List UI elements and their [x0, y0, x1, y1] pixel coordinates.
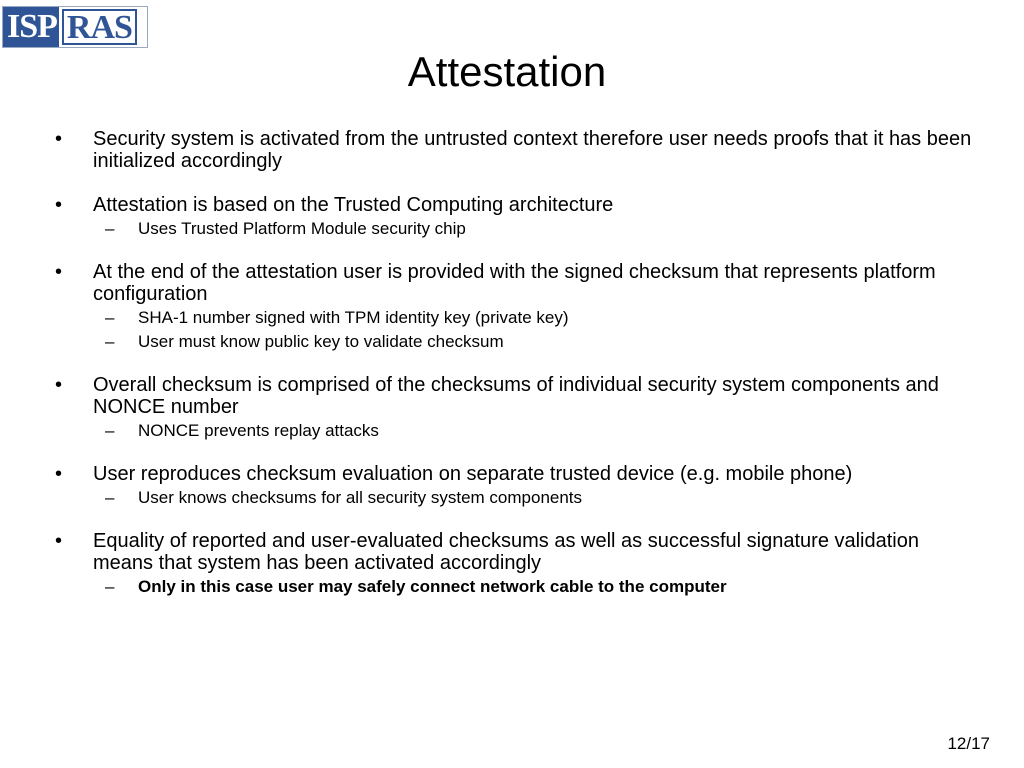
bullet-marker: •: [55, 463, 63, 485]
bullet-item: [55, 128, 975, 172]
sub-bullet-item: [93, 487, 975, 508]
sub-bullet-marker: –: [105, 488, 115, 507]
isp-ras-logo: [2, 6, 148, 48]
page-number: 12/17: [947, 734, 990, 753]
sub-bullet-list: [93, 487, 975, 508]
bullet-item: [55, 194, 975, 239]
sub-bullet-text: Uses Trusted Platform Module security chip: [138, 219, 466, 238]
bullet-text: Security system is activated from the untrusted context therefore user needs proofs that it has been initialized accordingly: [93, 128, 972, 172]
sub-bullet-item: [93, 420, 975, 441]
sub-bullet-text: NONCE prevents replay attacks: [138, 421, 379, 440]
bullet-item: [55, 463, 975, 508]
sub-bullet-marker: –: [105, 219, 115, 238]
bullet-text: Overall checksum is comprised of the checksums of individual security system components and NONCE number: [93, 374, 939, 418]
sub-bullet-text: SHA-1 number signed with TPM identity key (private key): [138, 308, 569, 327]
sub-bullet-marker: –: [105, 421, 115, 440]
sub-bullet-list: [93, 576, 975, 597]
bullet-item: [55, 530, 975, 597]
bullet-text: Attestation is based on the Trusted Computing architecture: [93, 194, 614, 216]
sub-bullet-text: User must know public key to validate checksum: [138, 332, 504, 351]
bullet-marker: •: [55, 530, 63, 552]
sub-bullet-marker: –: [105, 332, 115, 351]
sub-bullet-list: [93, 420, 975, 441]
bullet-text: User reproduces checksum evaluation on separate trusted device (e.g. mobile phone): [93, 463, 853, 485]
sub-bullet-marker: –: [105, 308, 115, 327]
slide-title: Attestation: [407, 48, 607, 95]
sub-bullet-item: [93, 218, 975, 239]
bullet-text: At the end of the attestation user is provided with the signed checksum that represents platform configuration: [93, 261, 936, 305]
bullet-marker: •: [55, 374, 63, 396]
sub-bullet-text: Only in this case user may safely connect network cable to the computer: [138, 577, 727, 596]
bullet-text: Equality of reported and user-evaluated checksums as well as successful signature validation means that system has been activated accordingly: [93, 530, 919, 574]
sub-bullet-item: [93, 576, 975, 597]
bullet-item: [55, 261, 975, 352]
sub-bullet-marker: –: [105, 577, 115, 596]
bullet-marker: •: [55, 261, 63, 283]
sub-bullet-list: [93, 307, 975, 352]
bullet-list: [55, 128, 975, 619]
logo-ras-text: RAS: [62, 9, 137, 45]
bullet-marker: •: [55, 128, 63, 150]
bullet-marker: •: [55, 194, 63, 216]
logo-isp-text: ISP: [3, 7, 59, 47]
sub-bullet-list: [93, 218, 975, 239]
sub-bullet-text: User knows checksums for all security system components: [138, 488, 583, 507]
bullet-item: [55, 374, 975, 441]
sub-bullet-item: [93, 331, 975, 352]
sub-bullet-item: [93, 307, 975, 328]
